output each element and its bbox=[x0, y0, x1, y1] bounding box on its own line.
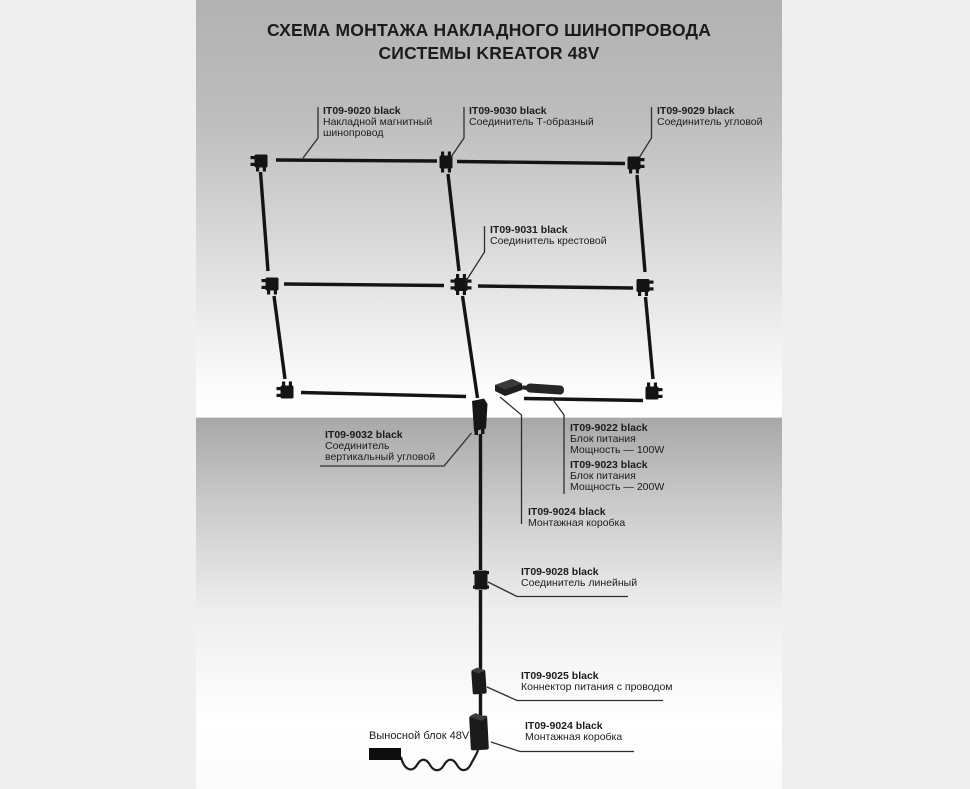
product-code: IT09-9020 black bbox=[323, 105, 401, 117]
connectors bbox=[251, 152, 663, 400]
product-desc: Монтажная коробка bbox=[525, 731, 623, 743]
corner-connector-icon bbox=[251, 155, 268, 172]
product-code: IT09-9028 black bbox=[521, 566, 599, 578]
callout-it09-9030 bbox=[469, 106, 594, 128]
product-code: IT09-9031 black bbox=[490, 224, 568, 236]
product-desc: Мощность — 100W bbox=[570, 444, 665, 456]
vertical-corner-connector-icon bbox=[472, 399, 488, 436]
title-line-2: СИСТЕМЫ KREATOR 48V bbox=[378, 43, 600, 63]
t-connector-icon bbox=[637, 279, 654, 296]
callout-it09-9020 bbox=[323, 106, 432, 139]
callout-it09-9023 bbox=[570, 460, 664, 493]
power-supply-icon bbox=[522, 383, 565, 395]
product-desc: Накладной магнитный bbox=[323, 116, 433, 128]
product-code: IT09-9025 black bbox=[521, 670, 599, 682]
corner-connector-icon bbox=[277, 382, 294, 399]
product-desc: Мощность — 200W bbox=[570, 481, 665, 493]
t-connector-icon bbox=[262, 278, 279, 295]
power-connector-icon bbox=[471, 667, 487, 694]
callout-it09-9032 bbox=[325, 430, 435, 463]
product-desc: Коннектор питания с проводом bbox=[521, 681, 673, 693]
remote-driver-icon bbox=[369, 748, 401, 760]
product-desc: Блок питания bbox=[570, 433, 636, 445]
corner-connector-icon bbox=[646, 383, 663, 400]
product-desc: Соединитель линейный bbox=[521, 577, 638, 589]
product-desc: Монтажная коробка bbox=[528, 517, 626, 529]
corner-connector-icon bbox=[628, 157, 645, 174]
callout-it09-9022 bbox=[570, 423, 664, 456]
product-code: IT09-9029 black bbox=[657, 105, 735, 117]
product-desc: вертикальный угловой bbox=[325, 451, 436, 463]
product-desc: Соединитель угловой bbox=[657, 116, 763, 128]
linear-connector-icon bbox=[473, 571, 489, 590]
callout-it09-9031 bbox=[490, 225, 607, 247]
product-code: IT09-9024 black bbox=[525, 720, 603, 732]
product-code: IT09-9023 black bbox=[570, 459, 648, 471]
callout-it09-9024-top bbox=[528, 507, 625, 529]
product-code: IT09-9030 black bbox=[469, 105, 547, 117]
mounting-box-icon bbox=[469, 713, 489, 751]
product-desc: Соединитель bbox=[325, 440, 390, 452]
callout-it09-9029 bbox=[657, 106, 762, 128]
product-code: IT09-9022 black bbox=[570, 422, 648, 434]
t-connector-icon bbox=[440, 152, 453, 173]
product-desc: Блок питания bbox=[570, 470, 636, 482]
remote-block-label: Выносной блок 48V bbox=[369, 730, 470, 742]
callout-it09-9024-bottom bbox=[525, 721, 622, 743]
product-code: IT09-9032 black bbox=[325, 429, 403, 441]
mounting-box-icon bbox=[495, 379, 522, 396]
product-desc: Соединитель Т-образный bbox=[469, 116, 594, 128]
product-desc: шинопровод bbox=[323, 127, 384, 139]
product-desc: Соединитель крестовой bbox=[490, 235, 607, 247]
callout-it09-9028 bbox=[521, 567, 637, 589]
title-line-1: СХЕМА МОНТАЖА НАКЛАДНОГО ШИНОПРОВОДА bbox=[266, 20, 712, 40]
callout-it09-9025 bbox=[521, 671, 673, 693]
cable-icon bbox=[401, 750, 478, 770]
product-code: IT09-9024 black bbox=[528, 506, 606, 518]
